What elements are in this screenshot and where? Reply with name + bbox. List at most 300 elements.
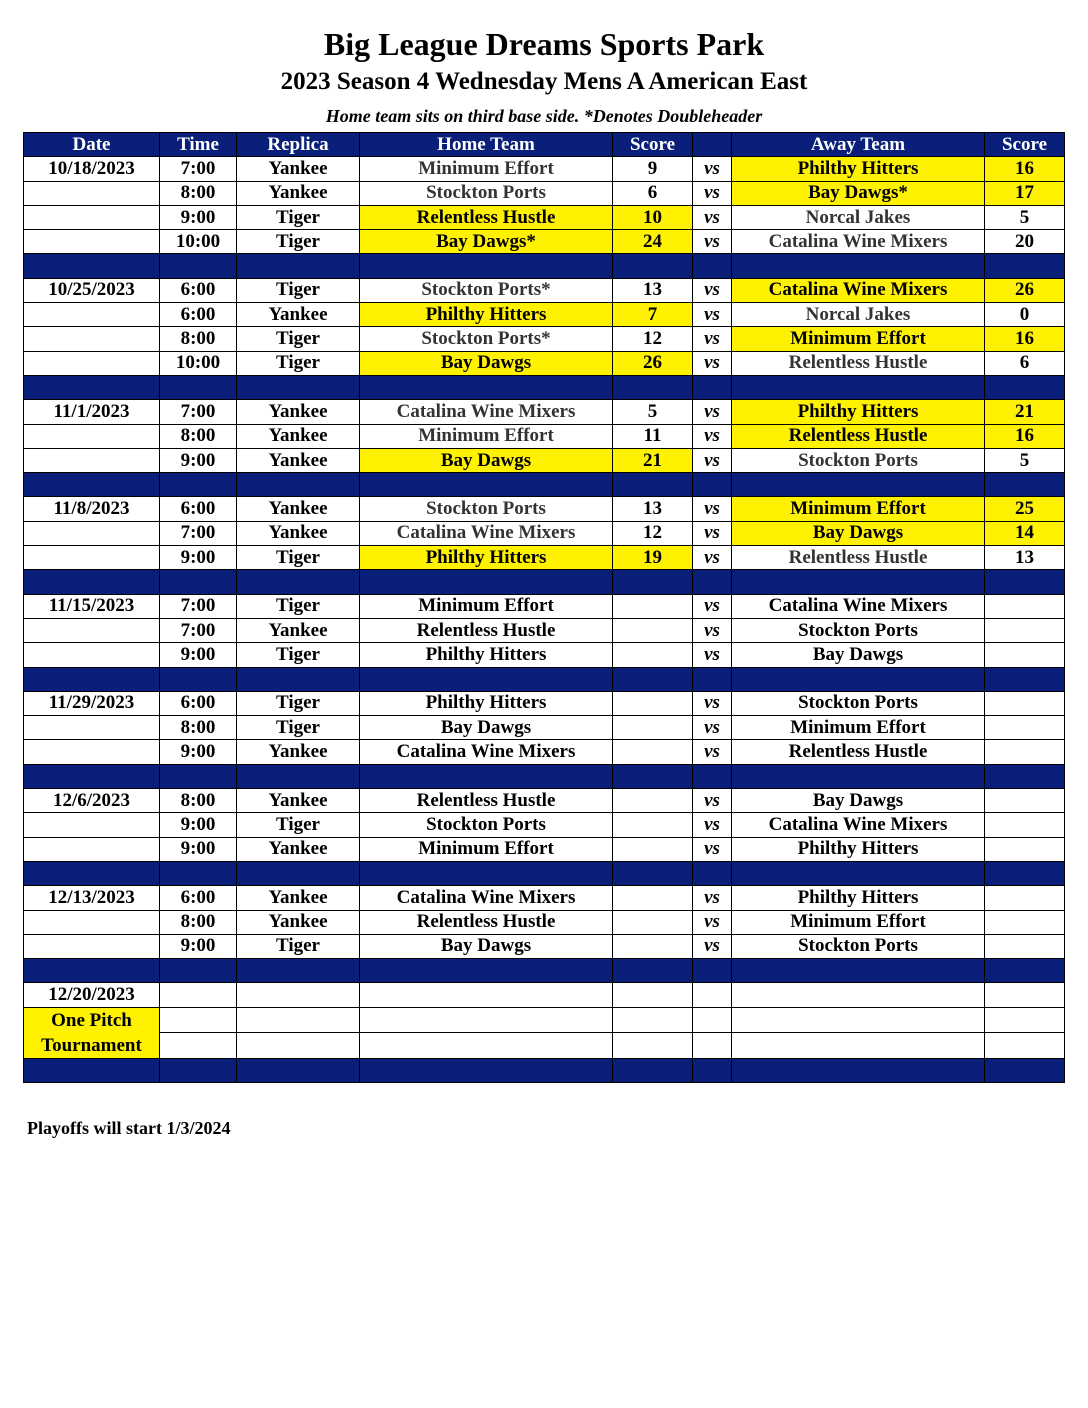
game-row	[24, 837, 1065, 861]
home-score-cell: 12	[613, 521, 693, 545]
separator-cell	[985, 667, 1065, 691]
separator-cell	[360, 1058, 613, 1082]
tournament-row	[24, 1033, 1065, 1059]
separator-cell	[693, 375, 732, 399]
vs-cell: vs	[693, 886, 732, 910]
time-cell: 8:00	[160, 910, 237, 934]
time-cell: 7:00	[160, 618, 237, 642]
away-score-cell: 21	[985, 400, 1065, 424]
column-header: Date	[24, 133, 160, 157]
away-team-cell: Philthy Hitters	[732, 400, 985, 424]
away-score-cell: 5	[985, 205, 1065, 229]
home-team-cell: Philthy Hitters	[360, 546, 613, 570]
date-cell	[24, 303, 160, 327]
game-row	[24, 618, 1065, 642]
empty-cell	[732, 983, 985, 1007]
empty-cell	[693, 1033, 732, 1059]
replica-cell: Yankee	[237, 910, 360, 934]
home-score-cell	[613, 594, 693, 618]
game-row	[24, 497, 1065, 521]
away-team-cell: Norcal Jakes	[732, 205, 985, 229]
empty-cell	[985, 1033, 1065, 1059]
home-score-cell	[613, 618, 693, 642]
home-score-cell: 10	[613, 205, 693, 229]
empty-cell	[732, 1033, 985, 1059]
home-score-cell	[613, 691, 693, 715]
time-cell: 6:00	[160, 497, 237, 521]
separator-cell	[732, 375, 985, 399]
separator-cell	[360, 959, 613, 983]
game-row	[24, 303, 1065, 327]
vs-cell: vs	[693, 205, 732, 229]
home-team-cell: Catalina Wine Mixers	[360, 400, 613, 424]
home-team-cell: Stockton Ports	[360, 497, 613, 521]
time-cell: 7:00	[160, 157, 237, 181]
empty-cell	[613, 1007, 693, 1033]
home-team-cell: Bay Dawgs*	[360, 230, 613, 254]
separator-row	[24, 667, 1065, 691]
away-score-cell	[985, 789, 1065, 813]
away-score-cell: 14	[985, 521, 1065, 545]
time-cell: 8:00	[160, 424, 237, 448]
home-team-cell: Relentless Hustle	[360, 205, 613, 229]
separator-cell	[160, 473, 237, 497]
vs-cell: vs	[693, 351, 732, 375]
date-cell: 11/8/2023	[24, 497, 160, 521]
playoffs-note: Playoffs will start 1/3/2024	[27, 1118, 231, 1138]
away-score-cell: 25	[985, 497, 1065, 521]
time-cell: 7:00	[160, 594, 237, 618]
away-team-cell: Catalina Wine Mixers	[732, 813, 985, 837]
tournament-row	[24, 983, 1065, 1007]
separator-cell	[693, 764, 732, 788]
separator-cell	[24, 570, 160, 594]
replica-cell: Yankee	[237, 157, 360, 181]
home-score-cell: 11	[613, 424, 693, 448]
column-header: Score	[985, 133, 1065, 157]
separator-cell	[24, 254, 160, 278]
away-team-cell: Bay Dawgs	[732, 521, 985, 545]
empty-cell	[360, 1033, 613, 1059]
away-team-cell: Minimum Effort	[732, 327, 985, 351]
game-row	[24, 886, 1065, 910]
separator-cell	[732, 667, 985, 691]
vs-cell: vs	[693, 813, 732, 837]
game-row	[24, 400, 1065, 424]
separator-cell	[693, 1058, 732, 1082]
away-score-cell	[985, 740, 1065, 764]
vs-cell: vs	[693, 497, 732, 521]
separator-cell	[160, 764, 237, 788]
separator-cell	[360, 764, 613, 788]
replica-cell: Yankee	[237, 837, 360, 861]
date-cell	[24, 351, 160, 375]
separator-cell	[160, 570, 237, 594]
column-header: Home Team	[360, 133, 613, 157]
vs-cell: vs	[693, 740, 732, 764]
replica-cell: Yankee	[237, 740, 360, 764]
home-score-cell: 21	[613, 448, 693, 472]
vs-cell: vs	[693, 643, 732, 667]
date-cell: 11/1/2023	[24, 400, 160, 424]
home-team-cell: Minimum Effort	[360, 157, 613, 181]
away-team-cell: Stockton Ports	[732, 691, 985, 715]
away-team-cell: Minimum Effort	[732, 716, 985, 740]
replica-cell: Tiger	[237, 278, 360, 302]
separator-cell	[24, 764, 160, 788]
separator-cell	[360, 254, 613, 278]
separator-cell	[693, 959, 732, 983]
separator-cell	[24, 861, 160, 885]
time-cell: 8:00	[160, 789, 237, 813]
time-cell: 9:00	[160, 643, 237, 667]
date-cell: 12/20/2023	[24, 983, 160, 1007]
home-score-cell: 13	[613, 278, 693, 302]
separator-cell	[360, 667, 613, 691]
replica-cell: Yankee	[237, 181, 360, 205]
separator-cell	[237, 861, 360, 885]
tournament-label: One Pitch Tournament	[24, 1007, 160, 1058]
separator-cell	[237, 667, 360, 691]
replica-cell: Yankee	[237, 789, 360, 813]
away-team-cell: Stockton Ports	[732, 934, 985, 958]
date-cell	[24, 230, 160, 254]
date-cell	[24, 618, 160, 642]
away-score-cell	[985, 837, 1065, 861]
away-score-cell	[985, 594, 1065, 618]
away-team-cell: Bay Dawgs	[732, 789, 985, 813]
separator-cell	[693, 570, 732, 594]
separator-cell	[24, 473, 160, 497]
away-team-cell: Catalina Wine Mixers	[732, 278, 985, 302]
time-cell: 8:00	[160, 327, 237, 351]
schedule-body	[24, 157, 1065, 1083]
vs-cell: vs	[693, 327, 732, 351]
date-cell	[24, 448, 160, 472]
date-cell: 11/29/2023	[24, 691, 160, 715]
empty-cell	[985, 983, 1065, 1007]
schedule-table	[23, 132, 1065, 1083]
home-score-cell: 7	[613, 303, 693, 327]
empty-cell	[693, 983, 732, 1007]
separator-cell	[237, 375, 360, 399]
separator-cell	[732, 473, 985, 497]
separator-cell	[985, 1058, 1065, 1082]
separator-cell	[360, 375, 613, 399]
separator-cell	[24, 1058, 160, 1082]
date-cell: 10/25/2023	[24, 278, 160, 302]
separator-cell	[613, 1058, 693, 1082]
home-team-cell: Catalina Wine Mixers	[360, 886, 613, 910]
game-row	[24, 643, 1065, 667]
separator-cell	[985, 570, 1065, 594]
game-row	[24, 594, 1065, 618]
away-team-cell: Philthy Hitters	[732, 886, 985, 910]
separator-cell	[693, 667, 732, 691]
separator-cell	[732, 959, 985, 983]
game-row	[24, 424, 1065, 448]
date-cell	[24, 424, 160, 448]
vs-cell: vs	[693, 594, 732, 618]
separator-cell	[985, 254, 1065, 278]
away-team-cell: Stockton Ports	[732, 448, 985, 472]
separator-cell	[160, 667, 237, 691]
game-row	[24, 716, 1065, 740]
home-score-cell: 6	[613, 181, 693, 205]
away-team-cell: Relentless Hustle	[732, 546, 985, 570]
separator-cell	[732, 1058, 985, 1082]
separator-cell	[613, 254, 693, 278]
home-team-cell: Catalina Wine Mixers	[360, 521, 613, 545]
game-row	[24, 205, 1065, 229]
game-row	[24, 278, 1065, 302]
vs-cell: vs	[693, 789, 732, 813]
separator-cell	[613, 959, 693, 983]
empty-cell	[237, 1033, 360, 1059]
separator-row	[24, 861, 1065, 885]
away-team-cell: Minimum Effort	[732, 497, 985, 521]
separator-row	[24, 1058, 1065, 1082]
separator-cell	[24, 375, 160, 399]
home-team-cell: Minimum Effort	[360, 837, 613, 861]
time-cell: 9:00	[160, 546, 237, 570]
date-cell	[24, 837, 160, 861]
separator-cell	[985, 959, 1065, 983]
time-cell: 7:00	[160, 400, 237, 424]
page-title: Big League Dreams Sports Park	[323, 26, 765, 62]
time-cell: 9:00	[160, 837, 237, 861]
separator-row	[24, 254, 1065, 278]
game-row	[24, 813, 1065, 837]
time-cell: 9:00	[160, 934, 237, 958]
vs-cell: vs	[693, 230, 732, 254]
vs-cell: vs	[693, 424, 732, 448]
separator-row	[24, 375, 1065, 399]
vs-cell: vs	[693, 910, 732, 934]
home-team-cell: Minimum Effort	[360, 424, 613, 448]
time-cell: 9:00	[160, 813, 237, 837]
separator-cell	[613, 570, 693, 594]
separator-row	[24, 764, 1065, 788]
game-row	[24, 546, 1065, 570]
game-row	[24, 740, 1065, 764]
home-score-cell	[613, 934, 693, 958]
home-score-cell	[613, 789, 693, 813]
separator-cell	[360, 570, 613, 594]
away-score-cell: 16	[985, 424, 1065, 448]
separator-cell	[693, 254, 732, 278]
replica-cell: Yankee	[237, 618, 360, 642]
page-note: Home team sits on third base side. *Denotes Doubleheader	[325, 106, 763, 126]
separator-cell	[613, 764, 693, 788]
separator-cell	[732, 764, 985, 788]
home-team-cell: Bay Dawgs	[360, 448, 613, 472]
home-team-cell: Minimum Effort	[360, 594, 613, 618]
replica-cell: Yankee	[237, 400, 360, 424]
date-cell: 11/15/2023	[24, 594, 160, 618]
vs-cell: vs	[693, 546, 732, 570]
separator-cell	[985, 861, 1065, 885]
separator-row	[24, 570, 1065, 594]
game-row	[24, 910, 1065, 934]
empty-cell	[160, 983, 237, 1007]
vs-cell: vs	[693, 303, 732, 327]
home-score-cell	[613, 837, 693, 861]
separator-cell	[237, 1058, 360, 1082]
game-row	[24, 181, 1065, 205]
home-team-cell: Philthy Hitters	[360, 691, 613, 715]
separator-cell	[237, 570, 360, 594]
column-header: Time	[160, 133, 237, 157]
home-team-cell: Philthy Hitters	[360, 303, 613, 327]
home-score-cell: 24	[613, 230, 693, 254]
home-team-cell: Stockton Ports*	[360, 327, 613, 351]
replica-cell: Tiger	[237, 230, 360, 254]
away-score-cell: 17	[985, 181, 1065, 205]
date-cell	[24, 205, 160, 229]
home-team-cell: Bay Dawgs	[360, 351, 613, 375]
away-score-cell	[985, 716, 1065, 740]
vs-cell: vs	[693, 837, 732, 861]
away-score-cell	[985, 910, 1065, 934]
home-team-cell: Bay Dawgs	[360, 934, 613, 958]
separator-cell	[160, 959, 237, 983]
replica-cell: Tiger	[237, 351, 360, 375]
home-team-cell: Catalina Wine Mixers	[360, 740, 613, 764]
separator-cell	[160, 254, 237, 278]
vs-cell: vs	[693, 691, 732, 715]
replica-cell: Tiger	[237, 546, 360, 570]
away-score-cell: 5	[985, 448, 1065, 472]
vs-cell: vs	[693, 157, 732, 181]
home-score-cell: 9	[613, 157, 693, 181]
replica-cell: Yankee	[237, 424, 360, 448]
separator-cell	[237, 959, 360, 983]
separator-row	[24, 959, 1065, 983]
separator-cell	[160, 375, 237, 399]
home-score-cell	[613, 740, 693, 764]
home-team-cell: Relentless Hustle	[360, 618, 613, 642]
empty-cell	[160, 1007, 237, 1033]
date-cell: 12/13/2023	[24, 886, 160, 910]
home-score-cell: 19	[613, 546, 693, 570]
game-row	[24, 230, 1065, 254]
home-team-cell: Relentless Hustle	[360, 910, 613, 934]
away-team-cell: Bay Dawgs*	[732, 181, 985, 205]
away-score-cell: 20	[985, 230, 1065, 254]
home-team-cell: Stockton Ports*	[360, 278, 613, 302]
home-score-cell: 5	[613, 400, 693, 424]
empty-cell	[160, 1033, 237, 1059]
time-cell: 9:00	[160, 740, 237, 764]
separator-cell	[985, 473, 1065, 497]
replica-cell: Tiger	[237, 205, 360, 229]
empty-cell	[237, 983, 360, 1007]
separator-cell	[237, 254, 360, 278]
header-row	[24, 133, 1065, 157]
home-team-cell: Philthy Hitters	[360, 643, 613, 667]
home-team-cell: Bay Dawgs	[360, 716, 613, 740]
vs-cell: vs	[693, 618, 732, 642]
empty-cell	[360, 983, 613, 1007]
empty-cell	[613, 1033, 693, 1059]
replica-cell: Tiger	[237, 813, 360, 837]
separator-cell	[613, 667, 693, 691]
home-team-cell: Stockton Ports	[360, 181, 613, 205]
game-row	[24, 157, 1065, 181]
separator-cell	[160, 861, 237, 885]
away-team-cell: Bay Dawgs	[732, 643, 985, 667]
game-row	[24, 448, 1065, 472]
date-cell	[24, 716, 160, 740]
vs-cell: vs	[693, 400, 732, 424]
page-subtitle: 2023 Season 4 Wednesday Mens A American East	[280, 68, 808, 95]
separator-cell	[985, 764, 1065, 788]
away-score-cell	[985, 813, 1065, 837]
vs-cell: vs	[693, 278, 732, 302]
away-team-cell: Relentless Hustle	[732, 351, 985, 375]
empty-cell	[237, 1007, 360, 1033]
column-header: Replica	[237, 133, 360, 157]
separator-cell	[693, 473, 732, 497]
replica-cell: Tiger	[237, 691, 360, 715]
time-cell: 8:00	[160, 181, 237, 205]
date-cell	[24, 521, 160, 545]
time-cell: 9:00	[160, 205, 237, 229]
home-score-cell	[613, 910, 693, 934]
game-row	[24, 521, 1065, 545]
away-score-cell	[985, 886, 1065, 910]
date-cell	[24, 546, 160, 570]
away-team-cell: Minimum Effort	[732, 910, 985, 934]
away-score-cell: 13	[985, 546, 1065, 570]
away-team-cell: Relentless Hustle	[732, 424, 985, 448]
separator-cell	[613, 473, 693, 497]
column-header: Away Team	[732, 133, 985, 157]
empty-cell	[693, 1007, 732, 1033]
separator-cell	[613, 861, 693, 885]
home-score-cell: 26	[613, 351, 693, 375]
date-cell	[24, 934, 160, 958]
time-cell: 6:00	[160, 278, 237, 302]
game-row	[24, 351, 1065, 375]
home-score-cell: 12	[613, 327, 693, 351]
empty-cell	[732, 1007, 985, 1033]
home-score-cell	[613, 813, 693, 837]
separator-cell	[693, 861, 732, 885]
away-team-cell: Catalina Wine Mixers	[732, 230, 985, 254]
time-cell: 6:00	[160, 886, 237, 910]
replica-cell: Tiger	[237, 594, 360, 618]
away-score-cell: 6	[985, 351, 1065, 375]
game-row	[24, 934, 1065, 958]
date-cell	[24, 740, 160, 764]
home-score-cell	[613, 643, 693, 667]
separator-cell	[732, 570, 985, 594]
time-cell: 6:00	[160, 691, 237, 715]
away-team-cell: Norcal Jakes	[732, 303, 985, 327]
replica-cell: Yankee	[237, 497, 360, 521]
separator-cell	[237, 764, 360, 788]
replica-cell: Yankee	[237, 521, 360, 545]
replica-cell: Tiger	[237, 934, 360, 958]
replica-cell: Tiger	[237, 643, 360, 667]
away-score-cell: 16	[985, 327, 1065, 351]
empty-cell	[985, 1007, 1065, 1033]
replica-cell: Tiger	[237, 716, 360, 740]
away-team-cell: Relentless Hustle	[732, 740, 985, 764]
home-score-cell	[613, 886, 693, 910]
